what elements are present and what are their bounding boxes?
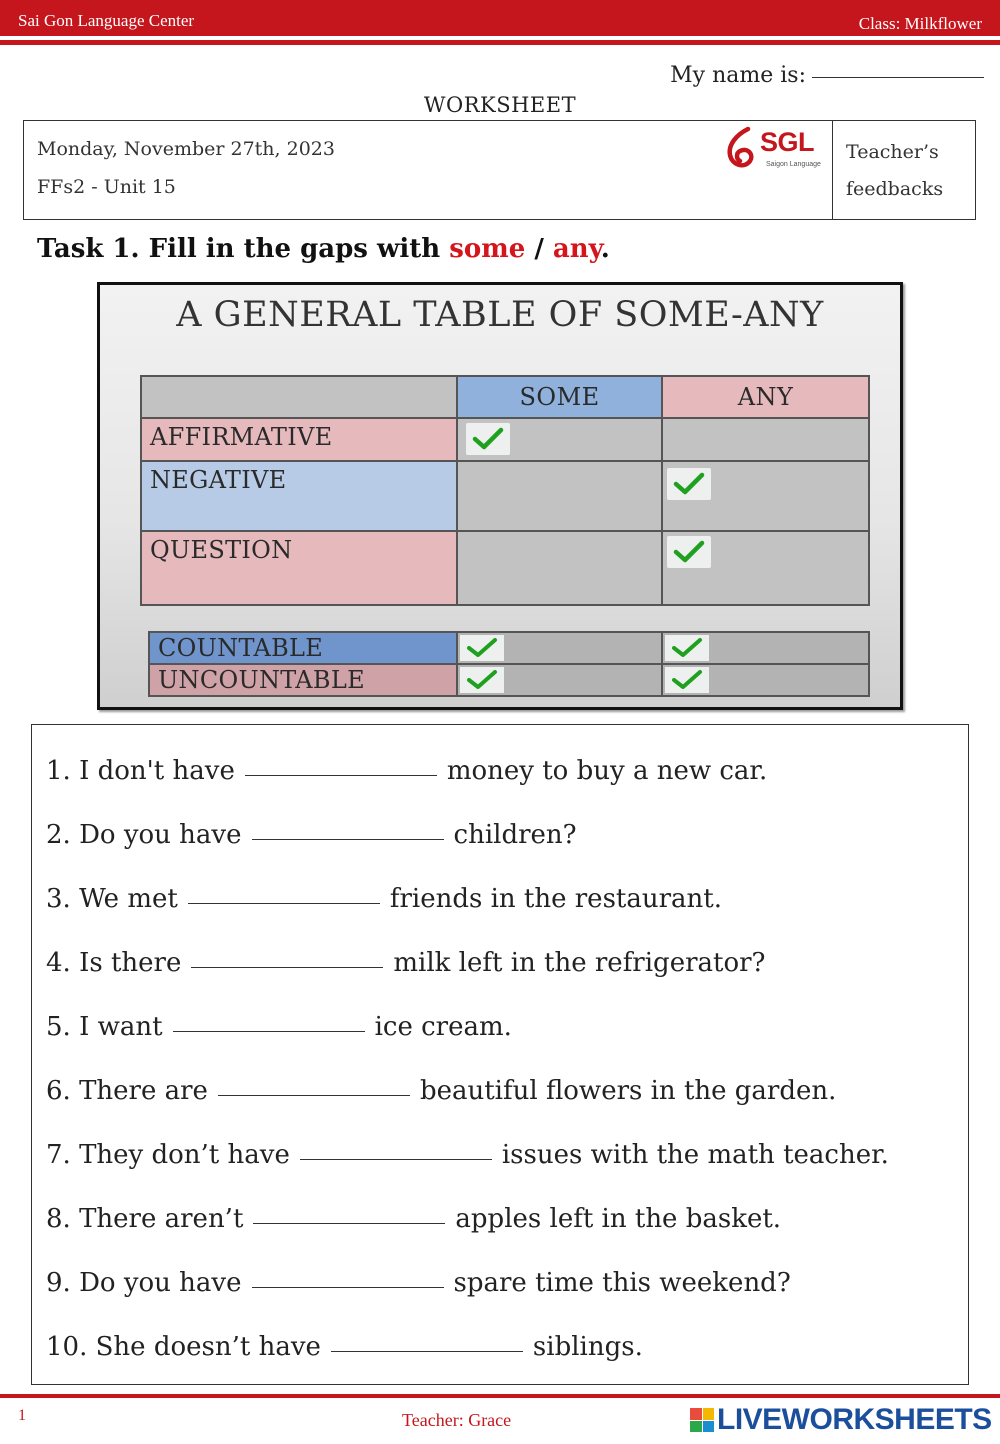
cell-question-any xyxy=(662,531,869,605)
task-suffix: . xyxy=(600,234,610,264)
cell-affirmative-some xyxy=(457,418,662,461)
cell-countable-any xyxy=(662,632,869,664)
question-item xyxy=(46,756,767,786)
question-item xyxy=(46,1140,889,1170)
corner-cell xyxy=(141,376,457,418)
answer-blank[interactable] xyxy=(188,903,380,904)
grammar-table-title: A GENERAL TABLE OF SOME-ANY xyxy=(176,295,824,335)
check-icon xyxy=(667,536,711,568)
lesson-unit: FFs2 - Unit 15 xyxy=(37,176,176,198)
row-label-uncountable: UNCOUNTABLE xyxy=(149,664,457,696)
info-box xyxy=(23,120,976,220)
name-field xyxy=(670,63,984,88)
teacher-feedback-cell xyxy=(832,120,976,220)
answer-blank[interactable] xyxy=(252,839,444,840)
question-text-before: 10. She doesn’t have xyxy=(46,1332,321,1362)
answer-blank[interactable] xyxy=(252,1287,444,1288)
answer-blank[interactable] xyxy=(191,967,383,968)
check-icon xyxy=(665,635,709,661)
row-label-countable: COUNTABLE xyxy=(149,632,457,664)
answer-blank[interactable] xyxy=(218,1095,410,1096)
question-text-after: children? xyxy=(453,820,577,850)
check-icon xyxy=(667,468,711,500)
lesson-date: Monday, November 27th, 2023 xyxy=(37,138,335,160)
page-number: 1 xyxy=(18,1407,26,1424)
question-text-after: money to buy a new car. xyxy=(446,756,768,786)
question-item xyxy=(46,1268,791,1298)
sgl-logo xyxy=(722,125,832,175)
question-text-after: siblings. xyxy=(532,1332,643,1362)
question-text-before: 7. They don’t have xyxy=(46,1140,290,1170)
center-name: Sai Gon Language Center xyxy=(18,11,195,30)
logo-text: SGL xyxy=(760,127,815,157)
question-text-before: 8. There aren’t xyxy=(46,1204,244,1234)
footer-divider xyxy=(0,1394,1000,1398)
brand-text: LIVEWORKSHEETS xyxy=(717,1403,992,1436)
question-text-before: 1. I don't have xyxy=(46,756,235,786)
question-text-before: 3. We met xyxy=(46,884,178,914)
col-header-any: ANY xyxy=(662,376,869,418)
question-text-after: ice cream. xyxy=(374,1012,512,1042)
name-blank[interactable] xyxy=(812,77,984,78)
question-text-before: 9. Do you have xyxy=(46,1268,242,1298)
question-text-before: 2. Do you have xyxy=(46,820,242,850)
task-prefix: Task 1. Fill in the gaps with xyxy=(37,234,450,264)
header-divider xyxy=(0,40,1000,45)
task-word-some: some xyxy=(449,234,526,264)
liveworksheets-icon xyxy=(690,1408,714,1432)
col-header-some: SOME xyxy=(457,376,662,418)
question-item xyxy=(46,948,765,978)
question-text-after: milk left in the refrigerator? xyxy=(393,948,766,978)
question-text-after: apples left in the basket. xyxy=(455,1204,782,1234)
question-text-after: spare time this weekend? xyxy=(453,1268,791,1298)
question-item xyxy=(46,820,577,850)
task-title xyxy=(37,234,610,264)
question-text-after: issues with the math teacher. xyxy=(501,1140,889,1170)
grammar-table-image xyxy=(97,282,903,710)
question-item xyxy=(46,1076,836,1106)
header-band xyxy=(0,0,1000,36)
feedback-label-1: Teacher’s xyxy=(846,141,939,163)
cell-negative-some xyxy=(457,461,662,531)
liveworksheets-logo[interactable] xyxy=(690,1402,992,1438)
question-text-before: 4. Is there xyxy=(46,948,182,978)
feedback-label-2: feedbacks xyxy=(846,178,944,200)
answer-blank[interactable] xyxy=(245,775,437,776)
questions-box xyxy=(31,724,969,1385)
question-item xyxy=(46,1204,781,1234)
cell-countable-some xyxy=(457,632,662,664)
question-text-after: beautiful flowers in the garden. xyxy=(419,1076,837,1106)
answer-blank[interactable] xyxy=(173,1031,365,1032)
check-icon xyxy=(460,635,504,661)
check-icon xyxy=(466,423,510,455)
teacher-name: Teacher: Grace xyxy=(402,1410,512,1430)
question-item xyxy=(46,1332,643,1362)
name-label: My name is: xyxy=(670,63,806,88)
row-label-negative: NEGATIVE xyxy=(141,461,457,531)
answer-blank[interactable] xyxy=(331,1351,523,1352)
question-text-before: 6. There are xyxy=(46,1076,208,1106)
question-item xyxy=(46,884,722,914)
question-text-before: 5. I want xyxy=(46,1012,163,1042)
question-text-after: friends in the restaurant. xyxy=(389,884,722,914)
cell-uncountable-some xyxy=(457,664,662,696)
row-label-affirmative: AFFIRMATIVE xyxy=(141,418,457,461)
class-label: Class: Milkflower xyxy=(858,14,982,33)
check-icon xyxy=(460,667,504,693)
cell-negative-any xyxy=(662,461,869,531)
task-separator: / xyxy=(525,234,553,264)
answer-blank[interactable] xyxy=(253,1223,445,1224)
worksheet-title: WORKSHEET xyxy=(423,93,577,117)
cell-affirmative-any xyxy=(662,418,869,461)
logo-subtext: Saigon Language xyxy=(766,161,821,168)
check-icon xyxy=(665,667,709,693)
answer-blank[interactable] xyxy=(300,1159,492,1160)
task-word-any: any xyxy=(552,234,601,264)
usage-table xyxy=(140,375,870,606)
noun-type-table xyxy=(148,631,870,697)
row-label-question: QUESTION xyxy=(141,531,457,605)
sgl-swirl-icon xyxy=(722,125,762,171)
cell-uncountable-any xyxy=(662,664,869,696)
question-item xyxy=(46,1012,512,1042)
cell-question-some xyxy=(457,531,662,605)
